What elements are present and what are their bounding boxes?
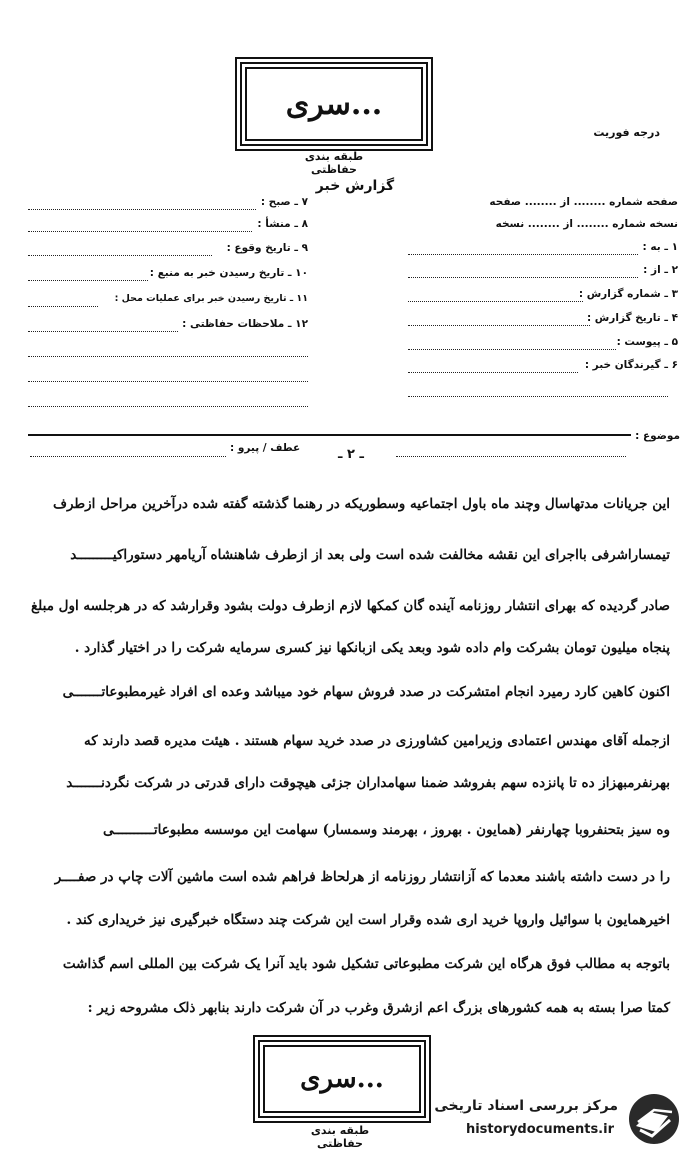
field-report-number: ۳ ـ شماره گزارش : — [578, 288, 678, 300]
bottom-classification-stamp — [258, 1040, 426, 1118]
book-logo-icon — [626, 1092, 682, 1146]
field-origin: ۸ ـ منشأ : — [257, 218, 308, 230]
report-title: گزارش خبر — [315, 178, 395, 194]
field-page-number: صفحه شماره ........ از ........ صفحه — [489, 196, 678, 208]
watermark-title: مرکز بررسی اسناد تاریخی — [434, 1098, 618, 1114]
priority-label: درجه فوریت — [593, 126, 660, 139]
field-report-date: ۴ ـ تاریخ گزارش : — [586, 312, 678, 324]
top-classification-stamp — [240, 62, 428, 146]
watermark — [425, 1088, 690, 1148]
subject-label: موضوع : — [631, 430, 680, 442]
body-line: تیمساراشرفی بااجرای این نقشه مخالفت شده است ولی بعد از ازطرف شاهنشاه آریامهر دستوراکیـــــــــد — [70, 547, 670, 563]
field-source-date: ۱۰ ـ تاریخ رسیدن خبر به منبع : — [149, 267, 308, 279]
bottom-stamp-text: ...سری — [300, 1064, 384, 1094]
field-to: ۱ ـ به : — [642, 241, 678, 253]
field-security-notes: ۱۲ ـ ملاحظات حفاظتی : — [182, 318, 308, 330]
body-line: را در دست داشته باشند معدما که آزانتشار روزنامه از هرلحاظ فراهم شده است ماشین آلات چاپ در صفــــر — [54, 869, 670, 885]
bottom-classification-label: طبقه بندی حفاظتی — [310, 1124, 370, 1150]
subject-divider — [28, 434, 644, 436]
field-recipients: ۶ ـ گیرندگان خبر : — [584, 359, 678, 371]
field-morning: ۷ ـ صبح : — [260, 196, 308, 208]
body-line: کمتا صرا بسته به همه کشورهای بزرگ اعم ازشرق وغرب در آن شرکت دارند بنابهر ذلک مشروحه زیر : — [87, 1000, 670, 1016]
body-line: ازجمله آقای مهندس اعتمادی وزیرامین کشاورزی در صدد خرید سهام هستند . هیئت مدیره قصد دارند که — [84, 733, 670, 749]
top-classification-label: طبقه بندی حفاظتی — [304, 150, 364, 176]
body-line: بهرنفرمبهزاز ده تا پانزده سهم بفروشد ضمنا سهامداران جزئی هیچوقت دارای قدرتی در شرکت نگردنـــــــد — [66, 775, 670, 791]
field-copy-number: نسخه شماره ........ از ........ نسخه — [495, 218, 678, 230]
watermark-url: historydocuments.ir — [465, 1122, 614, 1137]
body-line: اکنون کاهین کارد رمیرد انجام امتشرکت در صدد فروش سهام خود میباشد وعده ای افراد غیرمطبوعاتـــــــی — [62, 684, 670, 700]
field-event-date: ۹ ـ تاریخ وقوع : — [226, 242, 308, 254]
page-number: ـ ۲ ـ — [338, 447, 364, 462]
body-line: باتوجه به مطالب فوق هرگاه این شرکت مطبوعاتی تشکیل شود باید آنرا یک شرکت بین المللی اسم گذاشت — [62, 956, 670, 972]
field-from: ۲ ـ از : — [643, 264, 678, 276]
field-operation-date: ۱۱ ـ تاریخ رسیدن خبر برای عملیات محل : — [114, 293, 308, 304]
field-attachment: ۵ ـ پیوست : — [616, 336, 678, 348]
body-line: وه سیز بتحنفروبا چهارنفر (همایون . بهروز ، بهرمند وسمسار) سهامت این موسسه مطبوعاتــــــــــی — [103, 822, 670, 838]
body-line: این جریانات مدتهاسال وچند ماه باول اجتماعیه وسطوریکه در رهنما گذشته گفته شده درآخرین مراحل ازطرف — [52, 496, 670, 512]
body-line: اخیرهمایون با سوائیل واروپا خرید اری شده وقرار است این شرکت چند دستگاه خبرگیری نیز خریداری کند . — [66, 912, 670, 928]
body-line: پنجاه میلیون تومان بشرکت وام داده شود وبعد یکی ازبانکها نیز کسری سرمایه شرکت را در اختیار گذارد . — [74, 640, 670, 656]
reference-label: عطف / پیرو : — [230, 442, 301, 454]
body-line: صادر گردیده که بهرای انتشار روزنامه آینده گان کمکها لازم ازطرف دولت بشود وقرارشد که در هرجلسه اول مبلغ — [30, 598, 670, 614]
top-stamp-text: ...سری — [285, 86, 383, 122]
